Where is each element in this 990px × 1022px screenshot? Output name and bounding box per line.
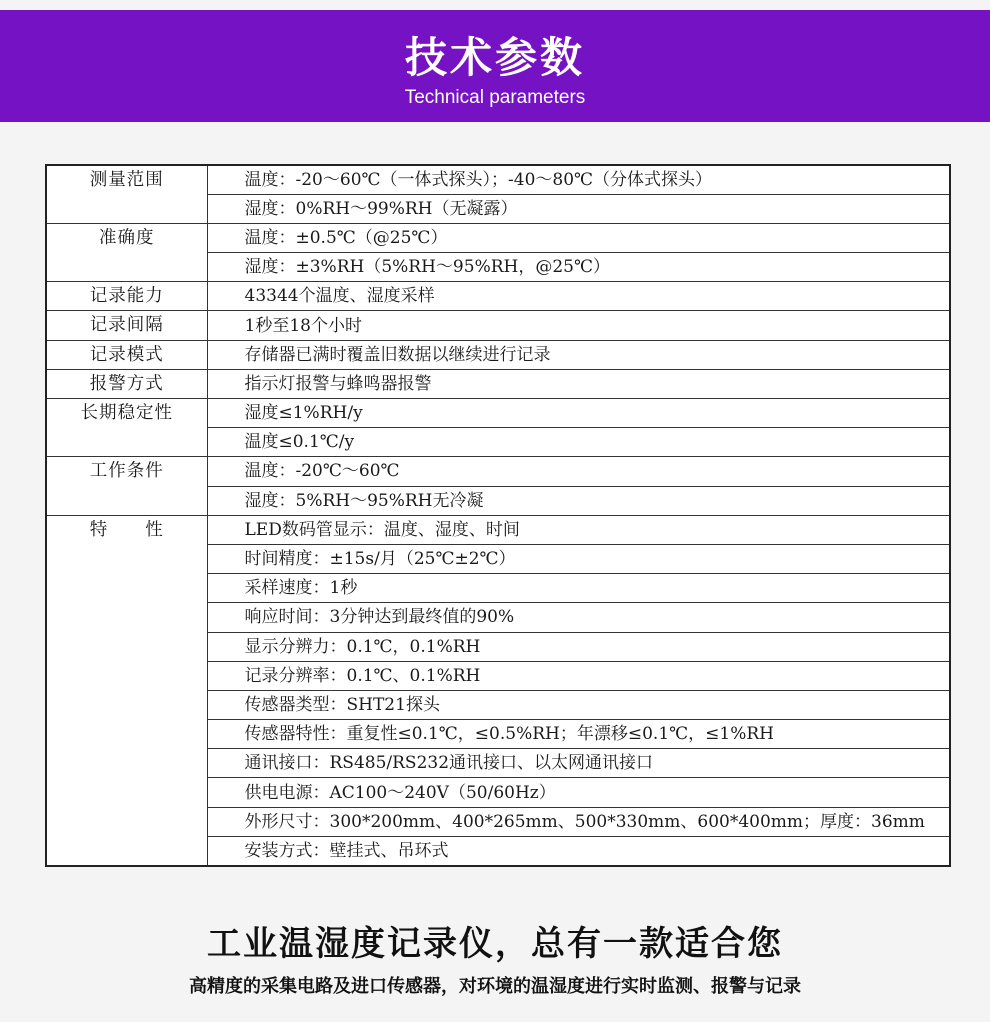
spec-category: 特 性 [46,515,207,865]
spec-table [45,164,951,867]
spec-row [46,369,950,398]
spec-category: 记录能力 [46,282,207,311]
spec-row [46,457,950,486]
spec-value: 安装方式：壁挂式、吊环式 [207,836,950,865]
page-subtitle: Technical parameters [404,87,586,108]
spec-value: 传感器特性：重复性≤0.1℃，≤0.5%RH；年漂移≤0.1℃，≤1%RH [207,720,950,749]
spec-value: LED数码管显示：温度、湿度、时间 [207,515,950,544]
spec-value: 温度：-20℃～60℃ [207,457,950,486]
spec-value: 温度：±0.5℃（@25℃） [207,223,950,252]
spec-row [46,223,950,252]
spec-value: 湿度≤1%RH/y [207,399,950,428]
spec-value: 温度≤0.1℃/y [207,428,950,457]
footer-title: 工业温湿度记录仪，总有一款适合您 [207,924,783,964]
spec-category: 长期稳定性 [46,399,207,457]
spec-value: 通讯接口：RS485/RS232通讯接口、以太网通讯接口 [207,749,950,778]
spec-row [46,399,950,428]
spec-value: 响应时间：3分钟达到最终值的90% [207,603,950,632]
spec-value: 存储器已满时覆盖旧数据以继续进行记录 [207,340,950,369]
spec-category: 记录模式 [46,340,207,369]
spec-value: 湿度：0%RH～99%RH（无凝露） [207,194,950,223]
spec-value: 指示灯报警与蜂鸣器报警 [207,369,950,398]
spec-value: 时间精度：±15s/月（25℃±2℃） [207,544,950,573]
spec-value: 湿度：±3%RH（5%RH～95%RH，@25℃） [207,253,950,282]
spec-value: 记录分辨率：0.1℃、0.1%RH [207,661,950,690]
spec-category: 工作条件 [46,457,207,515]
spec-category: 测量范围 [46,165,207,223]
spec-value: 温度：-20～60℃（一体式探头）；-40～80℃（分体式探头） [207,165,950,194]
spec-category: 记录间隔 [46,311,207,340]
spec-value: 外形尺寸：300*200mm、400*265mm、500*330mm、600*400mm；厚度：36mm [207,807,950,836]
spec-table-body [46,165,950,866]
spec-value: 显示分辨力：0.1℃，0.1%RH [207,632,950,661]
spec-row [46,311,950,340]
spec-row [46,282,950,311]
footer-subtitle: 高精度的采集电路及进口传感器，对环境的温湿度进行实时监测、报警与记录 [189,976,801,997]
spec-row [46,340,950,369]
spec-category: 准确度 [46,223,207,281]
spec-value: 供电电源：AC100～240V（50/60Hz） [207,778,950,807]
page-title: 技术参数 [404,33,585,82]
spec-category: 报警方式 [46,369,207,398]
spec-row [46,165,950,194]
spec-value: 传感器类型：SHT21探头 [207,690,950,719]
spec-value: 采样速度：1秒 [207,574,950,603]
spec-value: 湿度：5%RH～95%RH无冷凝 [207,486,950,515]
spec-row [46,515,950,544]
header-banner [0,10,990,122]
spec-value: 43344个温度、湿度采样 [207,282,950,311]
spec-value: 1秒至18个小时 [207,311,950,340]
